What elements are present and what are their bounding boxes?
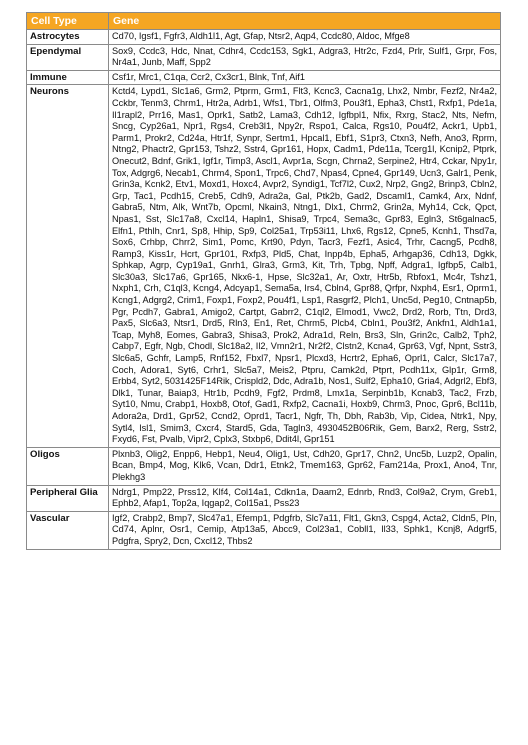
cell-type-label: Immune <box>27 70 109 85</box>
gene-list: Igf2, Crabp2, Bmp7, Slc47a1, Efemp1, Pdgfrb, Slc7a11, Flt1, Gkn3, Cspg4, Acta2, Cldn5, Pln, Cd74, Aplnr, Osr1, Cemip, Atp13a5, Abcc9, Col23a1, Cobll1, Il33, Sphk1, Kcnj8, Adgrf5, Pdgfra, Spry2, Dcn, Cxcl12, Thbs2 <box>109 511 501 549</box>
table-row <box>27 30 501 45</box>
header-cell-type: Cell Type <box>27 13 109 30</box>
table-row <box>27 44 501 70</box>
cell-type-label: Ependymal <box>27 44 109 70</box>
cell-type-label: Peripheral Glia <box>27 485 109 511</box>
cell-type-label: Neurons <box>27 85 109 447</box>
cell-type-label: Vascular <box>27 511 109 549</box>
gene-list: Cd70, Igsf1, Fgfr3, Aldh1l1, Agt, Gfap, Ntsr2, Aqp4, Ccdc80, Aldoc, Mfge8 <box>109 30 501 45</box>
table-row <box>27 511 501 549</box>
table-row <box>27 85 501 447</box>
gene-list: Csf1r, Mrc1, C1qa, Ccr2, Cx3cr1, Blnk, Tnf, Aif1 <box>109 70 501 85</box>
gene-list: Sox9, Ccdc3, Hdc, Nnat, Cdhr4, Ccdc153, Sgk1, Adgra3, Htr2c, Fzd4, Prlr, Sulf1, Grpr, Fos, Nr4a1, Junb, Maff, Spp2 <box>109 44 501 70</box>
cell-type-label: Astrocytes <box>27 30 109 45</box>
table-row <box>27 485 501 511</box>
cell-type-gene-table <box>26 12 501 550</box>
gene-list: Kctd4, Lypd1, Slc1a6, Grm2, Ptprm, Grm1, Flt3, Kcnc3, Cacna1g, Lhx2, Nmbr, Fezf2, Nr4a2, Cckbr, Tenm3, Chrm1, Htr2a, Adrb1, Wfs1, Tbr1, Olfm3, Pou3f1, Epha3, Chst1, Rxfp1, Pde1a, Il1rapl2, Prr16, Mas1, Oprk1, Satb2, Lama3, Cdh12, Igfbpl1, Nfix, Rxrg, Stac2, Nts, Nefm, Sncg, Cyp26a1, Npr1, Rgs4, Creb3l1, Npy2r, Rspo1, Calca, Rgs10, Pou4f2, Ackr1, Upb1, Parm1, Prokr2, Cd24a, Htr1f, Synpr, Sertm1, Hpcal1, Ebf1, S1pr3, Ctxn3, Nefh, Ano3, Rprm, Ntng2, Phactr2, Gpr153, Tshz2, Sstr4, Gpr161, Hopx, Cadm1, Pde11a, Tcerg1l, Kcnip2, Ptprk, Onecut2, Bdnf, Grik1, Igf1r, Timp3, Ascl1, Avpr1a, Scgn, Chrna2, Serpine2, Htr4, Cckar, Npy1r, Tox, Adgrg6, Necab1, Chrm4, Spon1, Trpc6, Chd7, Npas4, Cpne4, Gpr149, Ucn3, Galr1, Penk, Grin3a, Kcnk2, Etv1, Moxd1, Hoxc4, Avpr2, Syndig1, Tcf7l2, Cux2, Nrp2, Gng2, Brinp3, Cbln2, Grp, Tac1, Pcdh15, Creb5, Cdh9, Adra2a, Gal, Ptk2b, Gad2, Dscaml1, Camk4, Arx, Ndnf, Gabra5, Ntm, Alk, Wnt7b, Opcml, Nkain3, Ntng1, Dlx1, Chrm2, Grin2a, Myh14, Cck, Qpct, Npas1, Sst, Slc17a8, Cxcl14, Hapln1, Shisa9, Trpc4, Sema3c, Gpr83, Egln3, St6galnac5, Elfn1, Pthlh, Cnr1, Sp8, Hhip, Sp9, Col25a1, Trp53i11, Lhx6, Rgs12, Cpne5, Kcnh1, Thsd7a, Sox6, Crhbp, Chrr2, Sim1, Pomc, Krt90, Pdyn, Tacr3, Fezf1, Asic4, Trhr, Cacng5, Pcdh8, Ramp3, Kiss1r, Hcrt, Gpr101, Rxfp3, Pld5, Chat, Inpp4b, Epha5, Arhgap36, Cdh13, Dgkk, Sphkap, Agrp, Cyp19a1, Gnrh1, Glra3, Grm3, Kit, Trh, Tpbg, Npff, Adgra1, Igfbp5, Calb1, Slc30a3, Slc17a6, Gpr165, Nkx6-1, Hpse, Slc32a1, Ar, Oxtr, Htr5b, Rbfox1, Mc4r, Tshz1, Nxph1, Crh, C1ql3, Kcng4, Adcyap1, Sema5a, Irs4, Cbln4, Gpr88, Qrfpr, Nxph4, Esr1, Oprm1, Kcng1, Adgrg2, Crim1, Foxp1, Foxp2, Pou4f1, Lsp1, Rasgrf2, Plch1, Unc5d, Peg10, Cntnap5b, Pgr, Pcdh7, Gabra1, Amigo2, Cartpt, Gabrr2, C1ql2, Elmod1, Vwc2, Drd2, Rorb, Ttn, Drd3, Pax5, Slc6a3, Ntsr1, Drd5, Rln3, En1, Ret, Chrm5, Plcb4, Cbln1, Pou3f2, Ankfn1, Aldh1a1, Tcap, Myh8, Eomes, Gabra3, Shisa3, Prok2, Adra1d, Reln, Brs3, Sln, Grin2c, Calb2, Tph2, Cabp7, Egfr, Ngb, Chodl, Slc18a2, Il2, Vmn2r1, Nr2f2, Clstn2, Kcna4, Gpr63, Vgf, Npnt, Sstr3, Slc6a5, Gchfr, Lamp5, Rnf152, Fbxl7, Npsr1, Plcxd3, Hcrtr2, Epha6, Oprl1, Calcr, Slc17a7, Coch, Adora1, Syt6, Crhr1, Slc5a7, Meis2, Ptpru, Camk2d, Ptprt, Pcdh11x, Glp1r, Grm8, Erbb4, Syt2, 5031425F14Rik, Crispld2, Ddc, Adra1b, Nos1, Sulf2, Epha10, Gria4, Adgrl2, Ebf3, Dlk1, Tunar, Baiap3, Htr1b, Pcdh9, Fgf2, Prdm8, Lmx1a, Serpinb1b, Kcnab3, Tac2, Frzb, Syt10, Nmu, Crabp1, Hoxb8, Otof, Gad1, Rxfp2, Cacna1i, Hoxb9, Chrm3, Pnoc, Gpr6, Bcl11b, Adora2a, Drd1, Gpr52, Ccnd2, Oprd1, Tacr1, Ngfr, Th, Dbh, Rab3b, Vip, Cidea, Ntrk1, Npy, Sytl4, Isl1, Smim3, Cxcr4, Stard5, Gda, Tagln3, 4930452B06Rik, Gem, Barx2, Rerg, Sstr2, Fxyd6, Fst, Pvalb, Vipr2, Cplx3, Stxbp6, Ddit4l, Gpr151 <box>109 85 501 447</box>
cell-type-label: Oligos <box>27 447 109 485</box>
header-row <box>27 13 501 30</box>
gene-table-page <box>26 12 500 550</box>
header-gene: Gene <box>109 13 501 30</box>
table-row <box>27 447 501 485</box>
table-row <box>27 70 501 85</box>
gene-list: Ndrg1, Pmp22, Prss12, Klf4, Col14a1, Cdkn1a, Daam2, Ednrb, Rnd3, Col9a2, Crym, Greb1, Ephb2, Afap1, Top2a, Iqgap2, Col15a1, Pss23 <box>109 485 501 511</box>
gene-list: Plxnb3, Olig2, Enpp6, Hebp1, Neu4, Olig1, Ust, Cdh20, Gpr17, Chn2, Unc5b, Luzp2, Opalin, Bcan, Bmp4, Mog, Klk6, Vcan, Ddr1, Etnk2, Tmem163, Gpr62, Fam214a, Prox1, Ano4, Tnr, Plekhg3 <box>109 447 501 485</box>
